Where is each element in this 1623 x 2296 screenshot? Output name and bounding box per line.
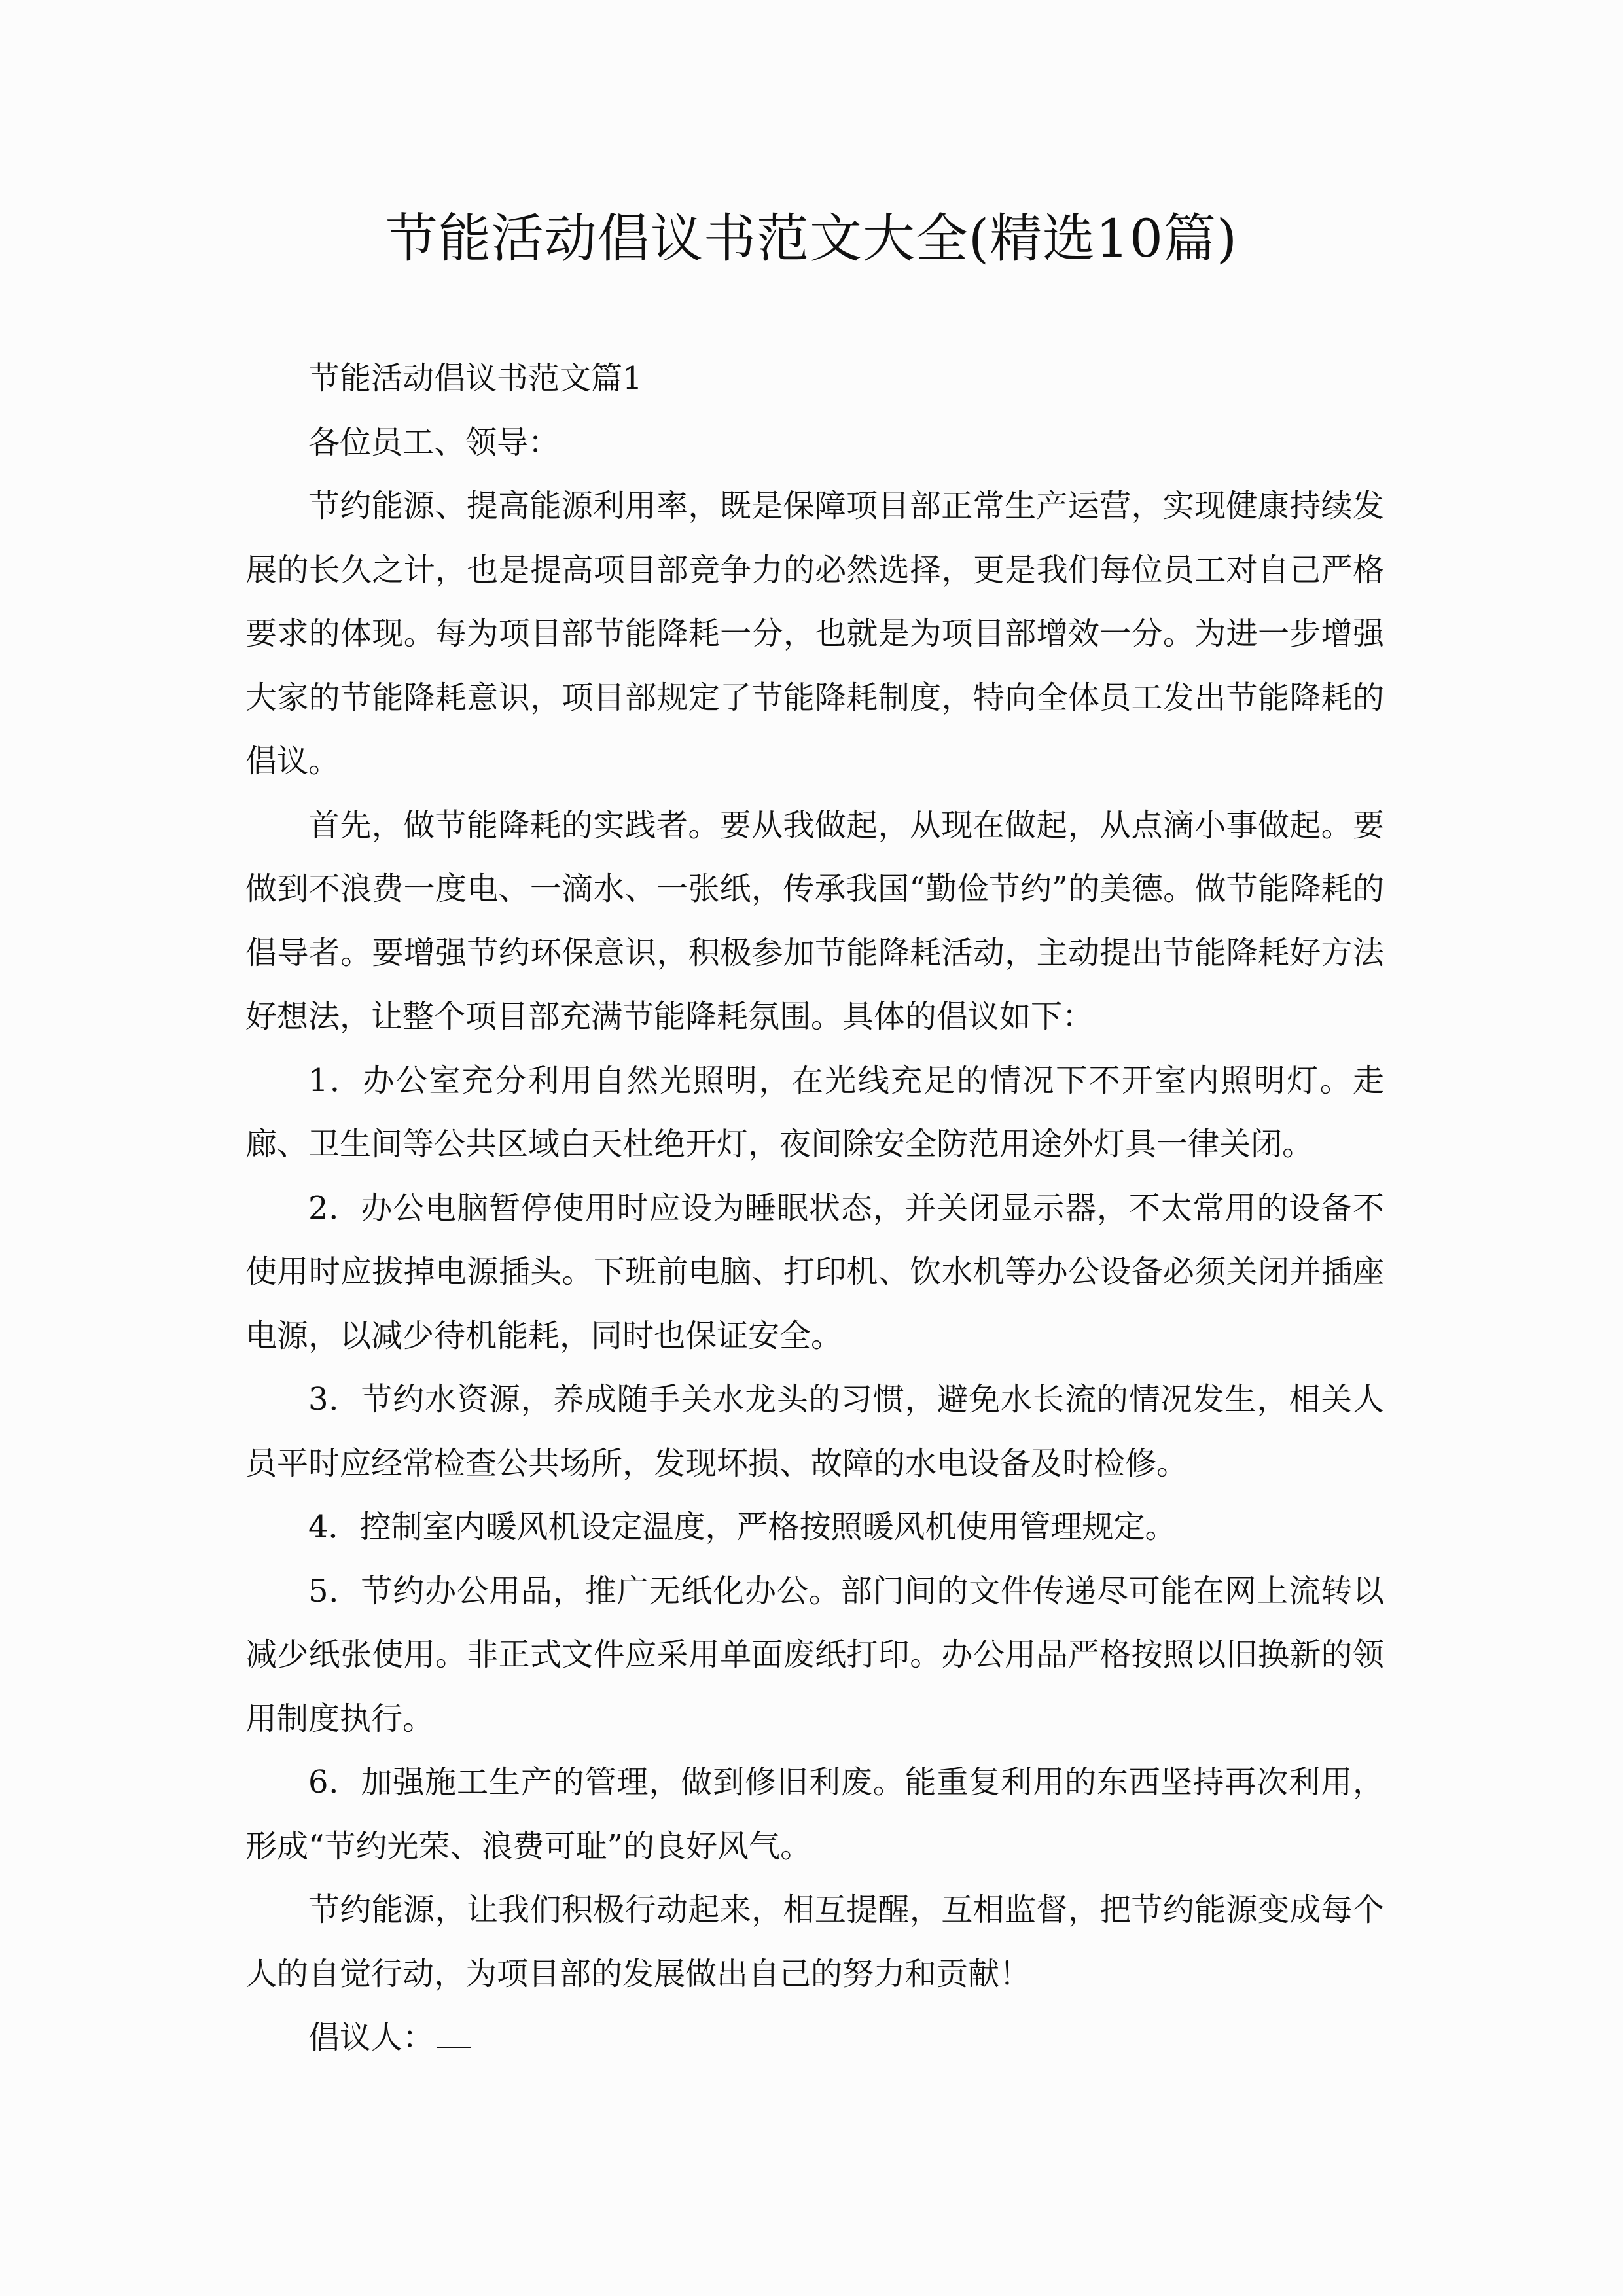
list-item: 5．节约办公用品，推广无纸化办公。部门间的文件传递尽可能在网上流转以减少纸张使用。非正式文件应采用单面废纸打印。办公用品严格按照以旧换新的领用制度执行。 [245, 1572, 1384, 1737]
paragraph: 首先，做节能降耗的实践者。要从我做起，从现在做起，从点滴小事做起。要做到不浪费一度电、一滴水、一张纸，传承我国“勤俭节约”的美德。做节能降耗的倡导者。要增强节约环保意识，积极参加节能降耗活动，主动提出节能降耗好方法好想法，让整个项目部充满节能降耗氛围。具体的倡议如下： [245, 806, 1384, 1035]
closing-paragraph: 节约能源，让我们积极行动起来，相互提醒，互相监督，把节约能源变成每个人的自觉行动，为项目部的发展做出自己的努力和贡献！ [245, 1892, 1384, 1992]
list-item: 2．办公电脑暂停使用时应设为睡眠状态，并关闭显示器，不太常用的设备不使用时应拔掉电源插头。下班前电脑、打印机、饮水机等办公设备必须关闭并插座电源，以减少待机能耗，同时也保证安全。 [245, 1189, 1384, 1354]
signature-line [245, 2006, 1384, 2070]
signature-blank [437, 2020, 471, 2048]
document-body [245, 347, 1384, 2070]
document-title: 节能活动倡议书范文大全(精选10篇) [385, 208, 1238, 269]
list-item: 4．控制室内暖风机设定温度，严格按照暖风机使用管理规定。 [308, 1509, 1177, 1545]
salutation: 各位员工、领导： [308, 423, 560, 461]
signature-label: 倡议人： [308, 2019, 435, 2056]
list-item: 6．加强施工生产的管理，做到修旧利废。能重复利用的东西坚持再次利用，形成“节约光荣、浪费可耻”的良好风气。 [245, 1764, 1384, 1865]
paragraph: 节约能源、提高能源利用率，既是保障项目部正常生产运营，实现健康持续发展的长久之计，也是提高项目部竞争力的必然选择，更是我们每位员工对自己严格要求的体现。每为项目部节能降耗一分，也就是为项目部增效一分。为进一步增强大家的节能降耗意识，项目部规定了节能降耗制度，特向全体员工发出节能降耗的倡议。 [245, 488, 1384, 780]
list-item: 3．节约水资源，养成随手关水龙头的习惯，避免水长流的情况发生，相关人员平时应经常检查公共场所，发现坏损、故障的水电设备及时检修。 [245, 1381, 1384, 1482]
list-item: 1．办公室充分利用自然光照明，在光线充足的情况下不开室内照明灯。走廊、卫生间等公共区域白天杜绝开灯，夜间除安全防范用途外灯具一律关闭。 [245, 1062, 1384, 1162]
section-heading: 节能活动倡议书范文篇1 [308, 360, 643, 397]
